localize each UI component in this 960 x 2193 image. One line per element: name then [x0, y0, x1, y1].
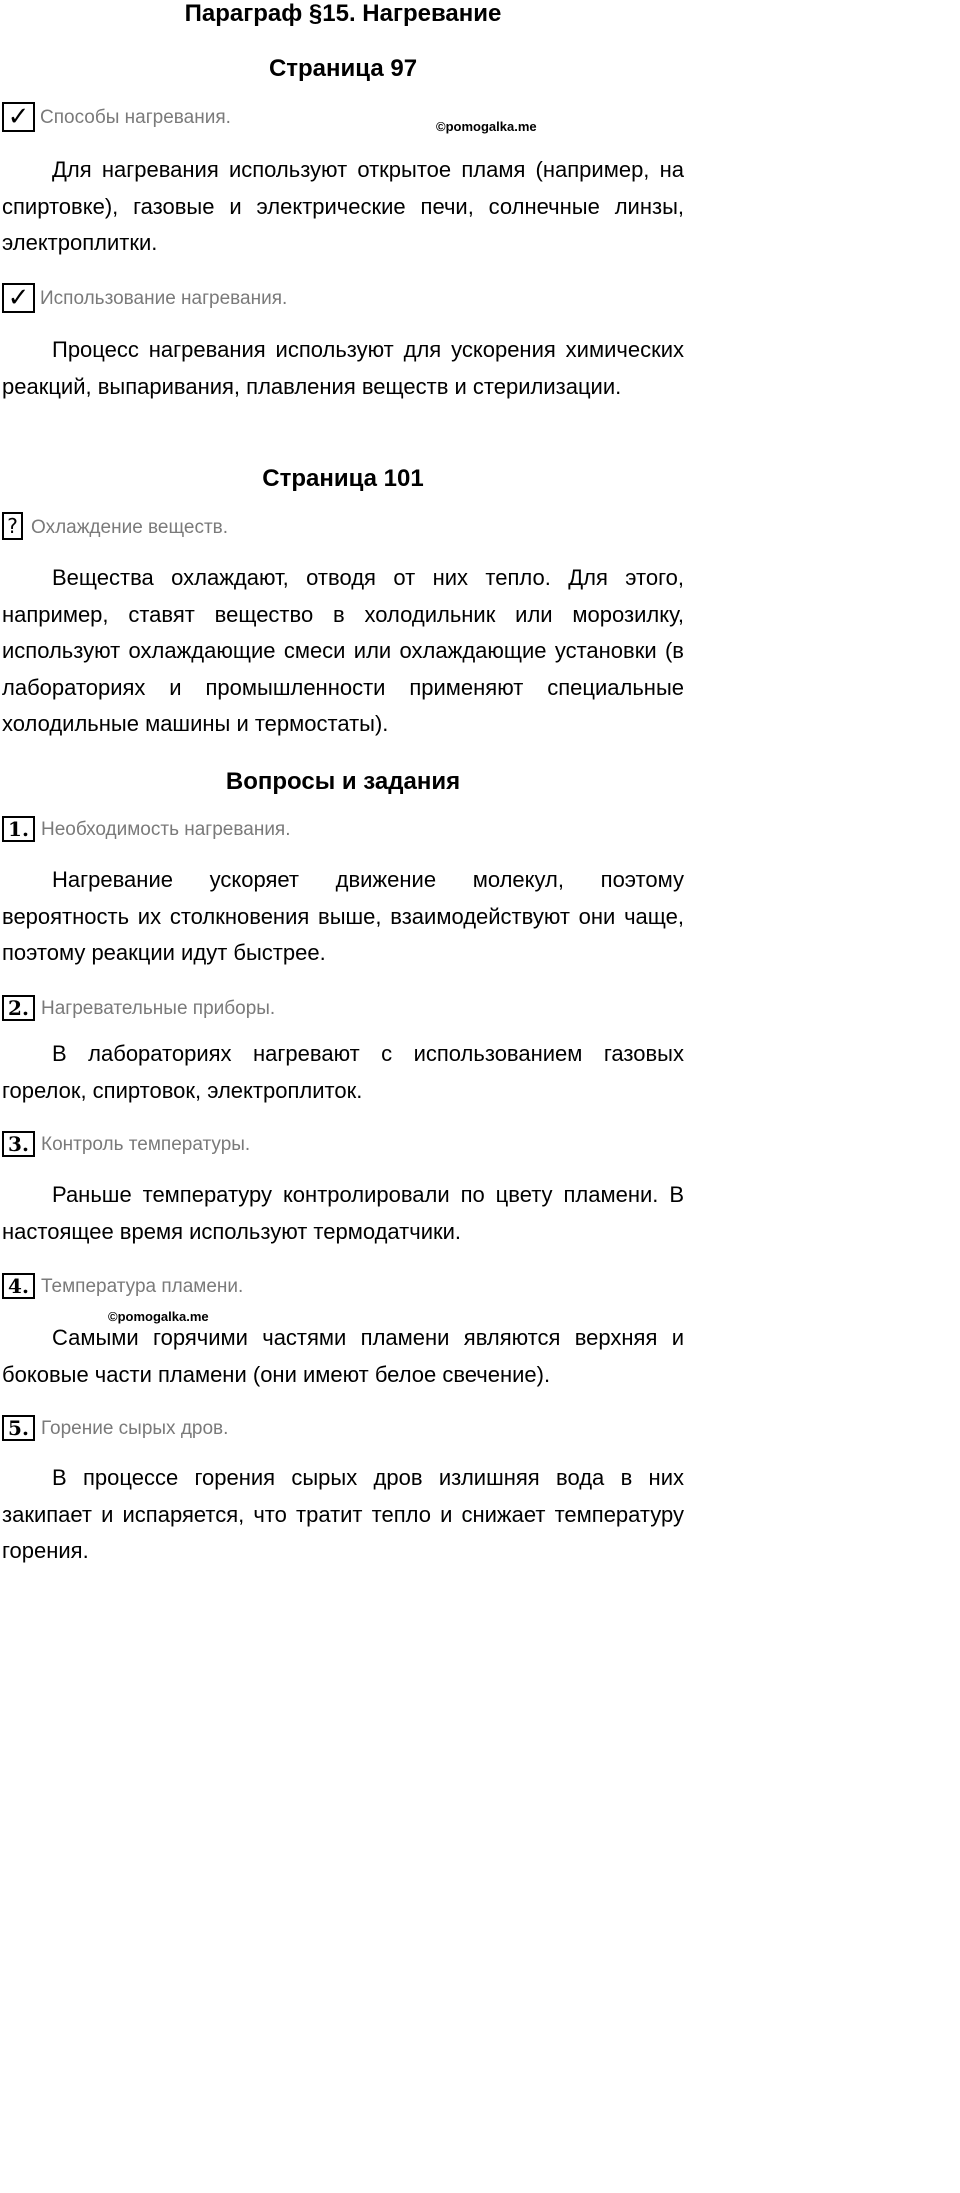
watermark: ©pomogalka.me [108, 1309, 209, 1324]
question-icon: ? [2, 512, 23, 540]
question-label-2: Нагревательные приборы. [41, 998, 276, 1019]
answer-heating-methods: Для нагревания используют открытое пламя (например, на спиртовке), газовые и электрические печи, солнечные линзы, электроплитки. [2, 157, 684, 255]
page-101-heading: Страница 101 [262, 465, 424, 492]
item-label-heating-usage: Использование нагревания. [40, 288, 288, 309]
page-97-heading: Страница 97 [268, 55, 418, 82]
answer-1: Нагревание ускоряет движение молекул, поэтому вероятность их столкновения выше, взаимодействуют они чаще, поэтому реакции идут быстрее. [2, 867, 684, 965]
item-label-cooling: Охлаждение веществ. [31, 517, 229, 538]
watermark: ©pomogalka.me [436, 119, 537, 134]
answer-heating-usage: Процесс нагревания используют для ускорения химических реакций, выпаривания, плавления веществ и стерилизации. [2, 337, 684, 399]
checkmark-icon: ✓ [2, 102, 35, 132]
page-title: Параграф §15. Нагревание [184, 0, 502, 27]
item-label-heating-methods: Способы нагревания. [40, 107, 231, 128]
checkmark-icon: ✓ [2, 283, 35, 313]
question-label-3: Контроль температуры. [41, 1134, 251, 1155]
question-number-3: 3. [2, 1131, 35, 1157]
question-label-5: Горение сырых дров. [41, 1418, 229, 1439]
question-number-2: 2. [2, 995, 35, 1021]
answer-4: Самыми горячими частями пламени являются верхняя и боковые части пламени (они имеют белое свечение). [2, 1325, 684, 1387]
question-number-4: 4. [2, 1273, 35, 1299]
question-number-1: 1. [2, 816, 35, 842]
answer-2: В лабораториях нагревают с использованием газовых горелок, спиртовок, электроплиток. [2, 1041, 684, 1103]
question-label-4: Температура пламени. [41, 1276, 244, 1297]
question-number-5: 5. [2, 1415, 35, 1441]
answer-5: В процессе горения сырых дров излишняя вода в них закипает и испаряется, что тратит тепло и снижает температуру горения. [2, 1465, 684, 1563]
answer-3: Раньше температуру контролировали по цвету пламени. В настоящее время используют термодатчики. [2, 1182, 684, 1244]
question-label-1: Необходимость нагревания. [41, 819, 291, 840]
answer-cooling: Вещества охлаждают, отводя от них тепло. Для этого, например, ставят вещество в холодильник или морозилку, используют охлаждающие смеси или охлаждающие установки (в лабораториях и промышленности применяют специальные холодильные машины и термостаты). [2, 565, 684, 736]
questions-heading: Вопросы и задания [225, 768, 461, 795]
